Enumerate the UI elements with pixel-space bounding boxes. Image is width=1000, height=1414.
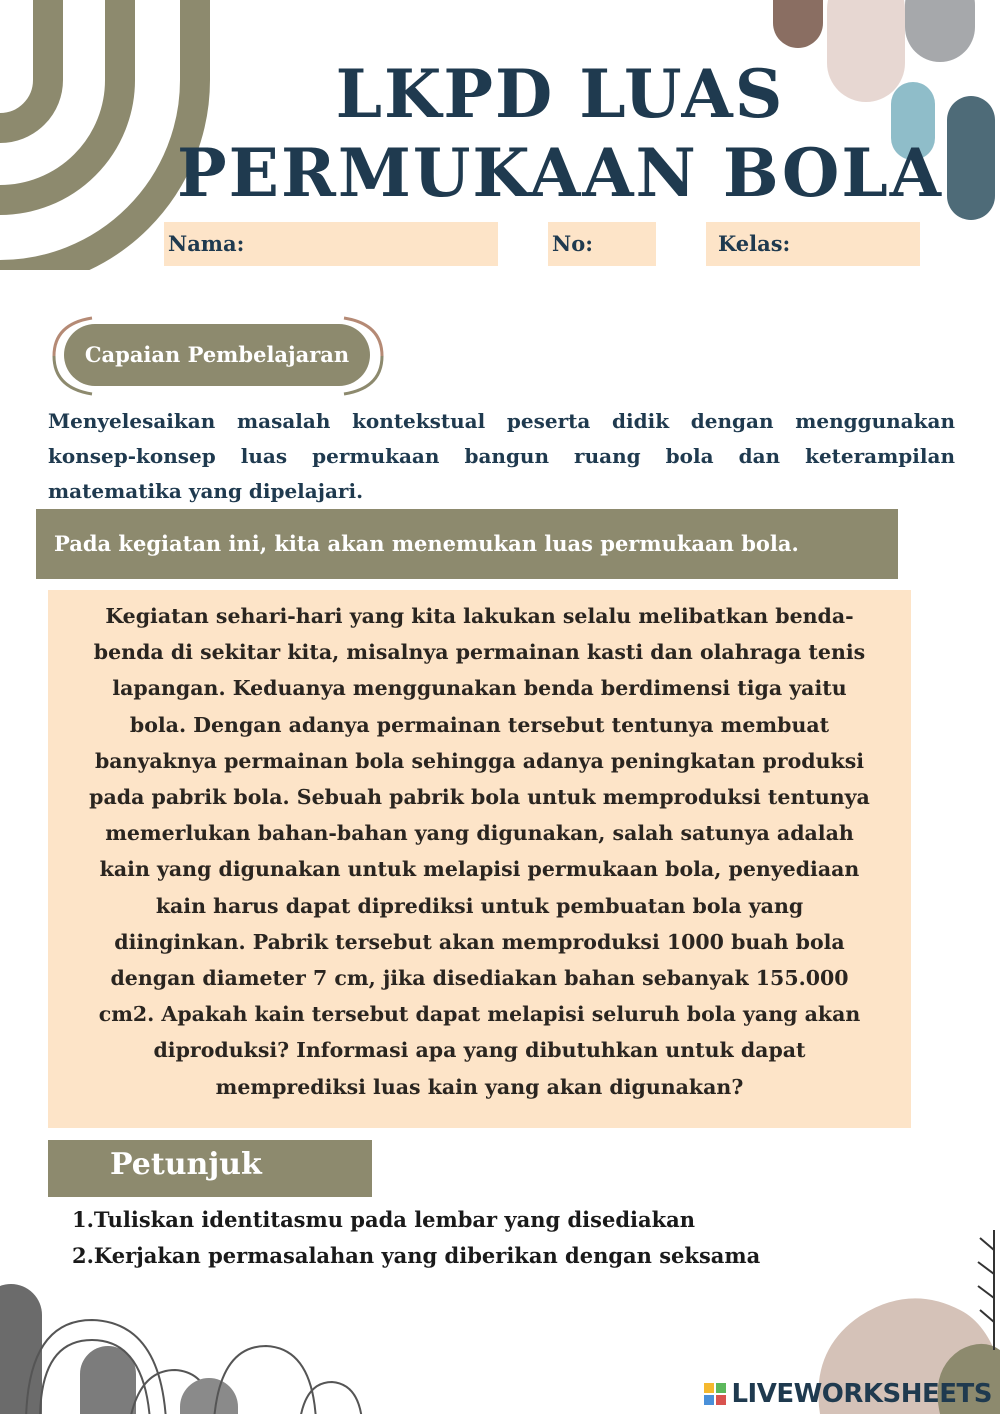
story-line: banyaknya permainan bola sehingga adanya peningkatan produksi (94, 748, 865, 773)
story-box (48, 590, 911, 1128)
class-field[interactable]: Kelas: (706, 222, 920, 266)
decor-shapes-bottom-left (0, 1270, 380, 1414)
story-line: memprediksi luas kain yang akan digunakan? (215, 1074, 744, 1099)
story-line: lapangan. Keduanya menggunakan benda berdimensi tiga yaitu (112, 676, 847, 701)
number-field[interactable]: No: (548, 222, 656, 266)
story-line: diinginkan. Pabrik tersebut akan memproduksi 1000 buah bola (114, 929, 845, 954)
activity-banner: Pada kegiatan ini, kita akan menemukan luas permukaan bola. (36, 509, 898, 579)
instructions-list (72, 1202, 760, 1274)
story-line: pada pabrik bola. Sebuah pabrik bola untuk memproduksi tentunya (89, 785, 870, 810)
liveworksheets-logo-icon (703, 1382, 727, 1406)
worksheet-title-line2: PERMUKAAN BOLA (177, 134, 943, 212)
name-field[interactable]: Nama: (164, 222, 498, 266)
story-line: Kegiatan sehari-hari yang kita lakukan selalu melibatkan benda- (105, 604, 854, 628)
instructions-heading: Petunjuk (48, 1140, 372, 1197)
story-line: dengan diameter 7 cm, jika disediakan bahan sebanyak 155.000 (110, 966, 849, 991)
story-line: diproduksi? Informasi apa yang dibutuhkan untuk dapat (153, 1038, 806, 1063)
story-line: memerlukan bahan-bahan yang digunakan, salah satunya adalah (105, 821, 854, 846)
instruction-item: 1.Tuliskan identitasmu pada lembar yang disediakan (72, 1207, 696, 1232)
liveworksheets-logo[interactable] (703, 1380, 992, 1408)
worksheet-title-line1: LKPD LUAS (335, 55, 785, 133)
liveworksheets-brand-text: LIVEWORKSHEETS (731, 1379, 992, 1409)
instruction-item: 2.Kerjakan permasalahan yang diberikan dengan seksama (72, 1243, 761, 1268)
story-line: kain harus dapat diprediksi untuk pembuatan bola yang (155, 893, 804, 918)
learning-outcomes-text: Menyelesaikan masalah kontekstual peserta didik dengan menggunakan konsep-konsep luas permukaan bangun ruang bola dan keterampilan matematika yang dipelajari. (48, 409, 955, 503)
learning-outcomes-heading: Capaian Pembelajaran (64, 324, 370, 386)
story-line: kain yang digunakan untuk melapisi permukaan bola, penyediaan (99, 857, 860, 882)
story-line: benda di sekitar kita, misalnya permainan kasti dan olahraga tenis (93, 640, 866, 665)
story-line: bola. Dengan adanya permainan tersebut tentunya membuat (129, 712, 830, 737)
story-line: cm2. Apakah kain tersebut dapat melapisi seluruh bola yang akan (98, 1002, 861, 1027)
